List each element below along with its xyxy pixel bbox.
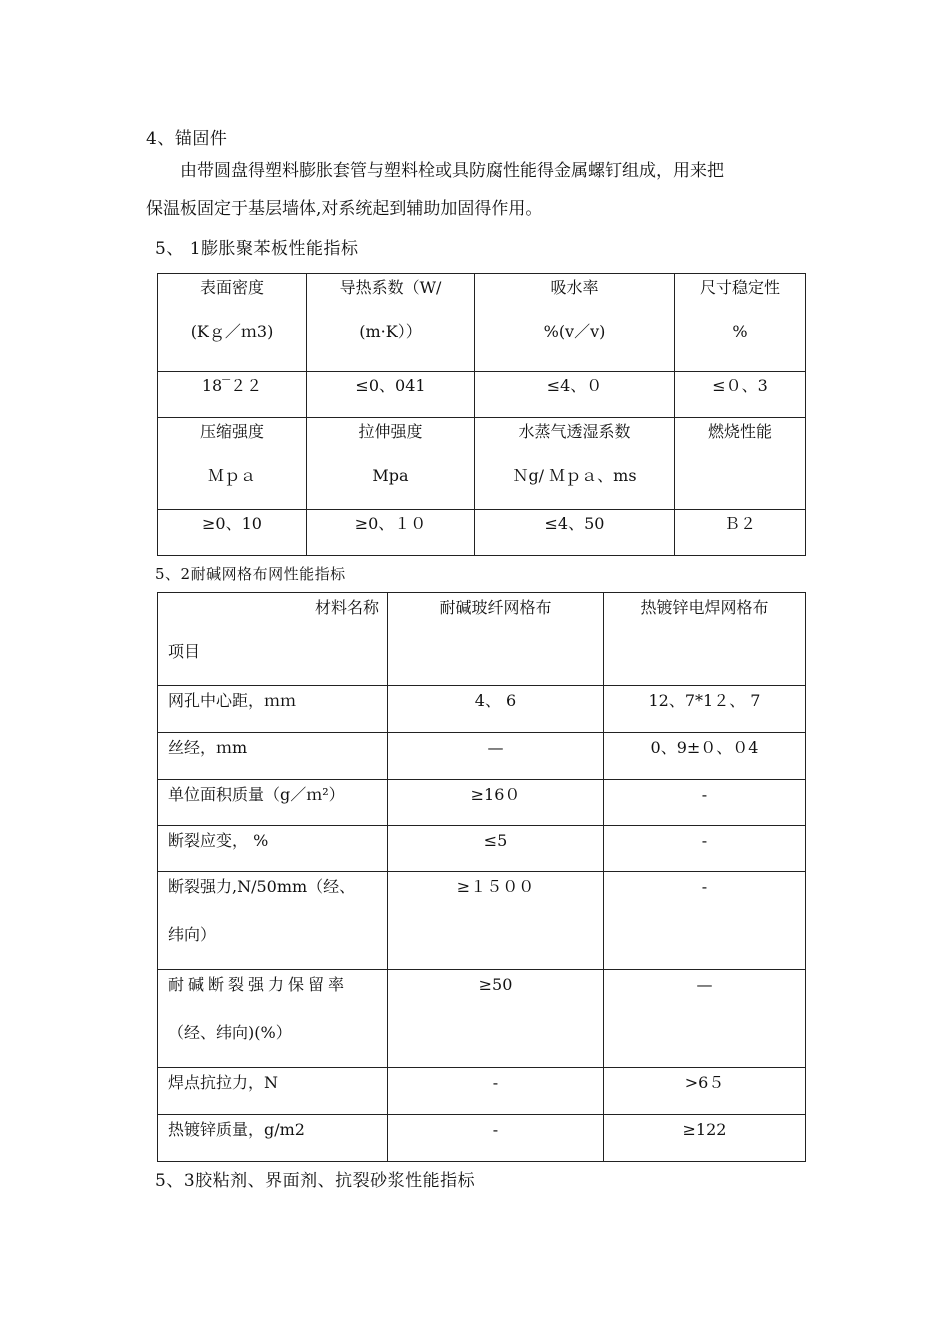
item-name-cell: 单位面积质量（g／ｍ²） xyxy=(158,780,388,826)
value-cell: ≤０、3 xyxy=(675,372,806,418)
value-cell: ≤4、０ xyxy=(475,372,675,418)
table-row xyxy=(158,733,806,780)
header-cell: 水蒸气透湿系数 Ｎg/ Ｍｐａ、ms xyxy=(475,418,675,510)
galvanized-mesh-value-cell: 0、9±０、０4 xyxy=(604,733,806,780)
value-cell: 18‾２２ xyxy=(158,372,307,418)
item-name-cell: 耐碱断裂强力保留率 （经、纬向)(%） xyxy=(158,970,388,1068)
header-cell: 表面密度 (Kｇ／ｍ3) xyxy=(158,274,307,372)
section-5-1-heading: 5、 1膨胀聚苯板性能指标 xyxy=(155,239,359,259)
mesh-performance-table xyxy=(157,592,806,1162)
item-name-cell: 焊点抗拉力，N xyxy=(158,1068,388,1115)
item-name-cell: 断裂应变， % xyxy=(158,826,388,872)
table-row xyxy=(158,593,806,686)
galvanized-mesh-value-cell: >6５ xyxy=(604,1068,806,1115)
galvanized-mesh-value-cell: - xyxy=(604,826,806,872)
glass-fiber-mesh-value-cell: ≥１５００ xyxy=(388,872,604,970)
header-cell: 压缩强度 Ｍｐａ xyxy=(158,418,307,510)
galvanized-mesh-value-cell: 12、7*1２、 7 xyxy=(604,686,806,733)
table-row xyxy=(158,780,806,826)
table-row xyxy=(158,1068,806,1115)
glass-fiber-mesh-value-cell: — xyxy=(388,733,604,780)
glass-fiber-mesh-value-cell: ≥16０ xyxy=(388,780,604,826)
table-row xyxy=(158,1115,806,1162)
table-row xyxy=(158,686,806,733)
value-cell: ≤0、041 xyxy=(307,372,475,418)
section-5-3-heading: 5、3胶粘剂、界面剂、抗裂砂浆性能指标 xyxy=(155,1171,476,1191)
header-cell: 材料名称 项目 xyxy=(158,593,388,686)
item-name-cell: 热镀锌质量，g/m2 xyxy=(158,1115,388,1162)
glass-fiber-mesh-value-cell: ≥50 xyxy=(388,970,604,1068)
item-name-cell: 断裂强力,N/50mm（经、 纬向） xyxy=(158,872,388,970)
table-row xyxy=(158,970,806,1068)
galvanized-mesh-value-cell: - xyxy=(604,780,806,826)
header-cell: 热镀锌电焊网格布 xyxy=(604,593,806,686)
table-row xyxy=(158,826,806,872)
header-cell: 燃烧性能 xyxy=(675,418,806,510)
header-cell: 耐碱玻纤网格布 xyxy=(388,593,604,686)
header-cell: 吸水率 %(v／v) xyxy=(475,274,675,372)
table-row xyxy=(158,372,806,418)
galvanized-mesh-value-cell: ≥122 xyxy=(604,1115,806,1162)
header-cell: 拉伸强度 Mpa xyxy=(307,418,475,510)
glass-fiber-mesh-value-cell: - xyxy=(388,1115,604,1162)
section-4-heading: 4、锚固件 xyxy=(146,129,228,149)
item-name-cell: 网孔中心距，ｍｍ xyxy=(158,686,388,733)
galvanized-mesh-value-cell: - xyxy=(604,872,806,970)
table-row xyxy=(158,418,806,510)
glass-fiber-mesh-value-cell: ≤5 xyxy=(388,826,604,872)
glass-fiber-mesh-value-cell: 4、 6 xyxy=(388,686,604,733)
table-row xyxy=(158,510,806,556)
glass-fiber-mesh-value-cell: - xyxy=(388,1068,604,1115)
paragraph-line-2: 保温板固定于基层墙体,对系统起到辅助加固得作用。 xyxy=(146,199,543,219)
value-cell: ≥0、10 xyxy=(158,510,307,556)
section-5-2-heading: 5、2耐碱网格布网性能指标 xyxy=(155,565,346,583)
table-row xyxy=(158,274,806,372)
header-cell: 导热系数（W/ (m·K）） xyxy=(307,274,475,372)
table-row xyxy=(158,872,806,970)
value-cell: Ｂ２ xyxy=(675,510,806,556)
section-4-paragraph xyxy=(146,152,808,228)
item-name-cell: 丝经，ｍm xyxy=(158,733,388,780)
paragraph-line-1: 由带圆盘得塑料膨胀套管与塑料栓或具防腐性能得金属螺钉组成，用来把 xyxy=(180,161,724,181)
eps-board-performance-table xyxy=(157,273,806,556)
galvanized-mesh-value-cell: — xyxy=(604,970,806,1068)
header-cell: 尺寸稳定性 % xyxy=(675,274,806,372)
value-cell: ≥0、１０ xyxy=(307,510,475,556)
value-cell: ≤4、50 xyxy=(475,510,675,556)
